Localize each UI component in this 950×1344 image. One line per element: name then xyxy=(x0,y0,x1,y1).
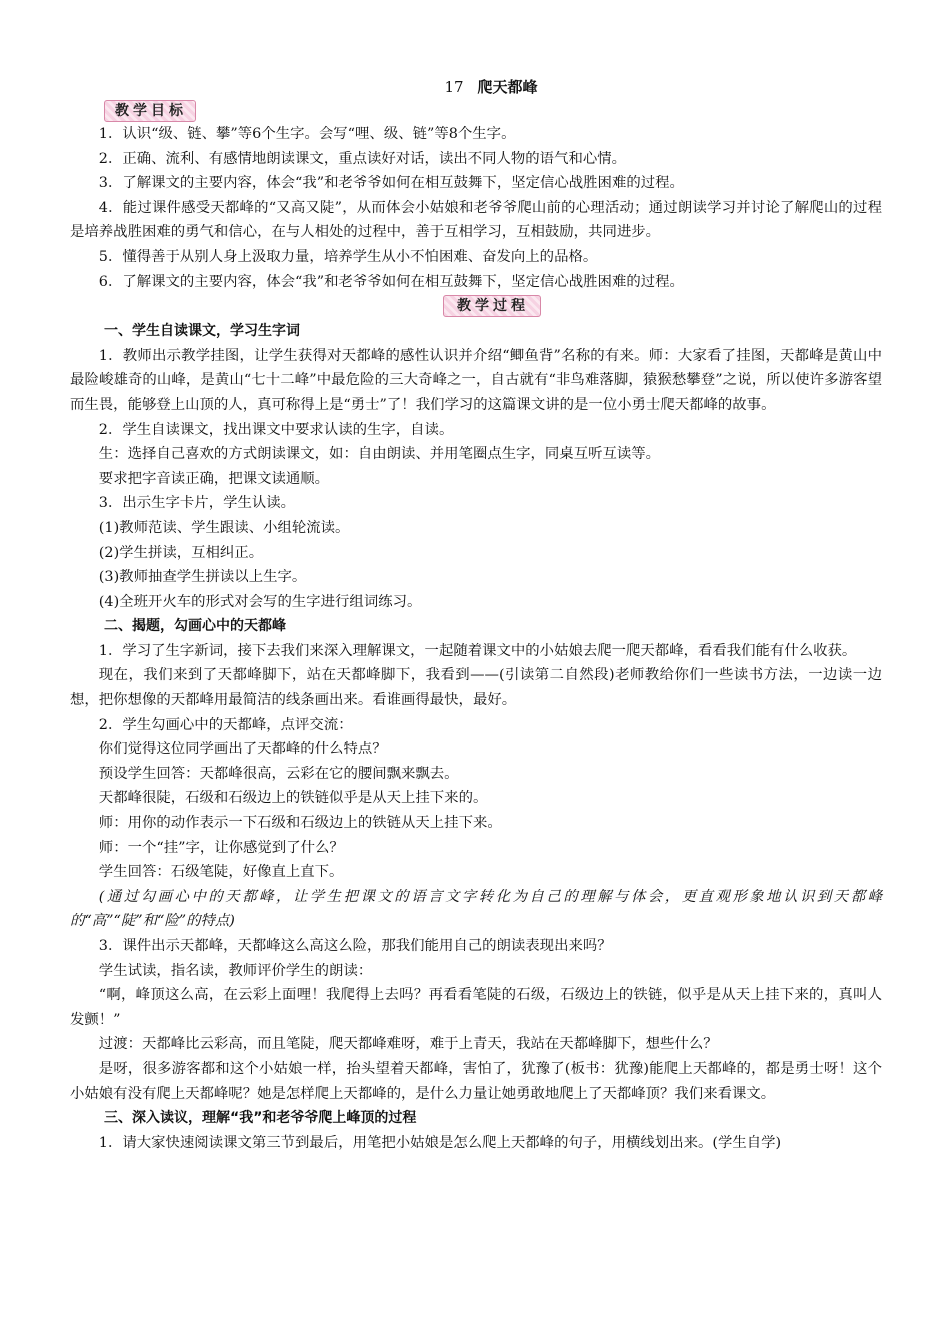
goal-item: 2．正确、流利、有感情地朗读课文，重点读好对话，读出不同人物的语气和心情。 xyxy=(98,150,627,167)
lesson-number: 17 xyxy=(444,78,464,96)
paragraph: 天都峰很陡，石级和石级边上的铁链似乎是从天上挂下来的。 xyxy=(98,790,488,807)
paragraph: 1．教师出示教学挂图，让学生获得对天都峰的感性认识并介绍“鲫鱼背”名称的有来。师：大家看了挂图，天都峰是黄山中最险峻雄奇的山峰，是黄山“七十二峰”中最危险的三大奇峰之一，自古就有“非鸟难落脚，猿猴愁攀登”之说，所以使许多游客望而生畏，能够登上山顶的人，真可称得上是“勇士”了！我们学习的这篇课文讲的是一位小勇士爬天都峰的故事。 xyxy=(70,347,882,413)
paragraph: 是呀，很多游客都和这个小姑娘一样，抬头望着天都峰，害怕了，犹豫了(板书：犹豫)能爬上天都峰的，都是勇士呀！这个小姑娘有没有爬上天都峰呢？她是怎样爬上天都峰的，是什么力量让她勇敢地爬上了天都峰顶？我们来看课文。 xyxy=(70,1060,882,1102)
paragraph: 师：一个“挂”字，让你感觉到了什么？ xyxy=(98,839,344,856)
goals-section xyxy=(70,122,882,294)
section-heading: 一、学生自读课文，学习生字词 xyxy=(104,323,300,340)
paragraph: 2．学生勾画心中的天都峰，点评交流： xyxy=(98,716,353,733)
teaching-note: (通过勾画心中的天都峰，让学生把课文的语言文字转化为自己的理解与体会，更直观形象地认识到天都峰的“高”“陡”和“险”的特点) xyxy=(70,888,882,930)
goal-item: 5．懂得善于从别人身上汲取力量，培养学生从小不怕困难、奋发向上的品格。 xyxy=(98,248,598,265)
goals-badge: 教学目标 xyxy=(104,100,196,122)
lesson-title xyxy=(70,76,882,98)
paragraph: 学生回答：石级笔陡，好像直上直下。 xyxy=(98,864,344,881)
paragraph: 要求把字音读正确，把课文读通顺。 xyxy=(98,470,330,487)
paragraph: 1．请大家快速阅读课文第三节到最后，用笔把小姑娘是怎么爬上天都峰的句子，用横线划出来。(学生自学) xyxy=(98,1134,782,1151)
paragraph: “啊，峰顶这么高，在云彩上面哩！我爬得上去吗？再看看笔陡的石级，石级边上的铁链，似乎是从天上挂下来的，真叫人发颤！” xyxy=(70,987,882,1028)
paragraph: 预设学生回答：天都峰很高，云彩在它的腰间飘来飘去。 xyxy=(98,765,459,782)
goal-item: 3．了解课文的主要内容，体会“我”和老爷爷如何在相互鼓舞下，坚定信心战胜困难的过程。 xyxy=(98,175,684,192)
paragraph: 3．出示生字卡片，学生认读。 xyxy=(98,495,296,512)
paragraph: (2)学生拼读，互相纠正。 xyxy=(98,544,264,561)
process-section xyxy=(70,319,882,1155)
paragraph: (1)教师范读、学生跟读、小组轮流读。 xyxy=(98,519,350,536)
paragraph: 你们觉得这位同学画出了天都峰的什么特点？ xyxy=(98,741,387,758)
goal-item: 6．了解课文的主要内容，体会“我”和老爷爷如何在相互鼓舞下，坚定信心战胜困难的过程。 xyxy=(98,273,684,290)
goal-item: 1．认识“级、链、攀”等6个生字。会写“哩、级、链”等8个生字。 xyxy=(98,126,516,142)
paragraph: 学生试读，指名读，教师评价学生的朗读： xyxy=(98,962,373,979)
section-heading: 二、揭题，勾画心中的天都峰 xyxy=(104,618,286,635)
paragraph: 过渡：天都峰比云彩高，而且笔陡，爬天都峰难呀，难于上青天，我站在天都峰脚下，想些什么？ xyxy=(98,1036,718,1053)
paragraph: 现在，我们来到了天都峰脚下，站在天都峰脚下，我看到——(引读第二自然段)老师教给你们一些读书方法，一边读一边想，把你想像的天都峰用最简洁的线条画出来。看谁画得最快，最好。 xyxy=(70,667,882,709)
paragraph: 师：用你的动作表示一下石级和石级边上的铁链从天上挂下来。 xyxy=(98,815,502,832)
paragraph: (3)教师抽查学生拼读以上生字。 xyxy=(98,569,307,586)
paragraph: (4)全班开火车的形式对会写的生字进行组词练习。 xyxy=(98,593,422,610)
paragraph: 生：选择自己喜欢的方式朗读课文，如：自由朗读、并用笔圈点生字，同桌互听互读等。 xyxy=(98,446,661,463)
paragraph: 2．学生自读课文，找出课文中要求认读的生字，自读。 xyxy=(98,421,454,438)
paragraph: 1．学习了生字新词，接下去我们来深入理解课文，一起随着课文中的小姑娘去爬一爬天都峰，看看我们能有什么收获。 xyxy=(98,642,857,659)
lesson-name: 爬天都峰 xyxy=(477,78,538,96)
process-badge: 教学过程 xyxy=(443,295,541,317)
goal-item: 4．能过课件感受天都峰的“又高又陡”，从而体会小姑娘和老爷爷爬山前的心理活动；通过朗读学习并讨论了解爬山的过程是培养战胜困难的勇气和信心，在与人相处的过程中，善于互相学习，互相鼓励，共同进步。 xyxy=(70,199,882,241)
paragraph: 3．课件出示天都峰，天都峰这么高这么险，那我们能用自己的朗读表现出来吗？ xyxy=(98,938,612,954)
section-heading: 三、深入读议，理解“我”和老爷爷爬上峰顶的过程 xyxy=(104,1110,417,1127)
